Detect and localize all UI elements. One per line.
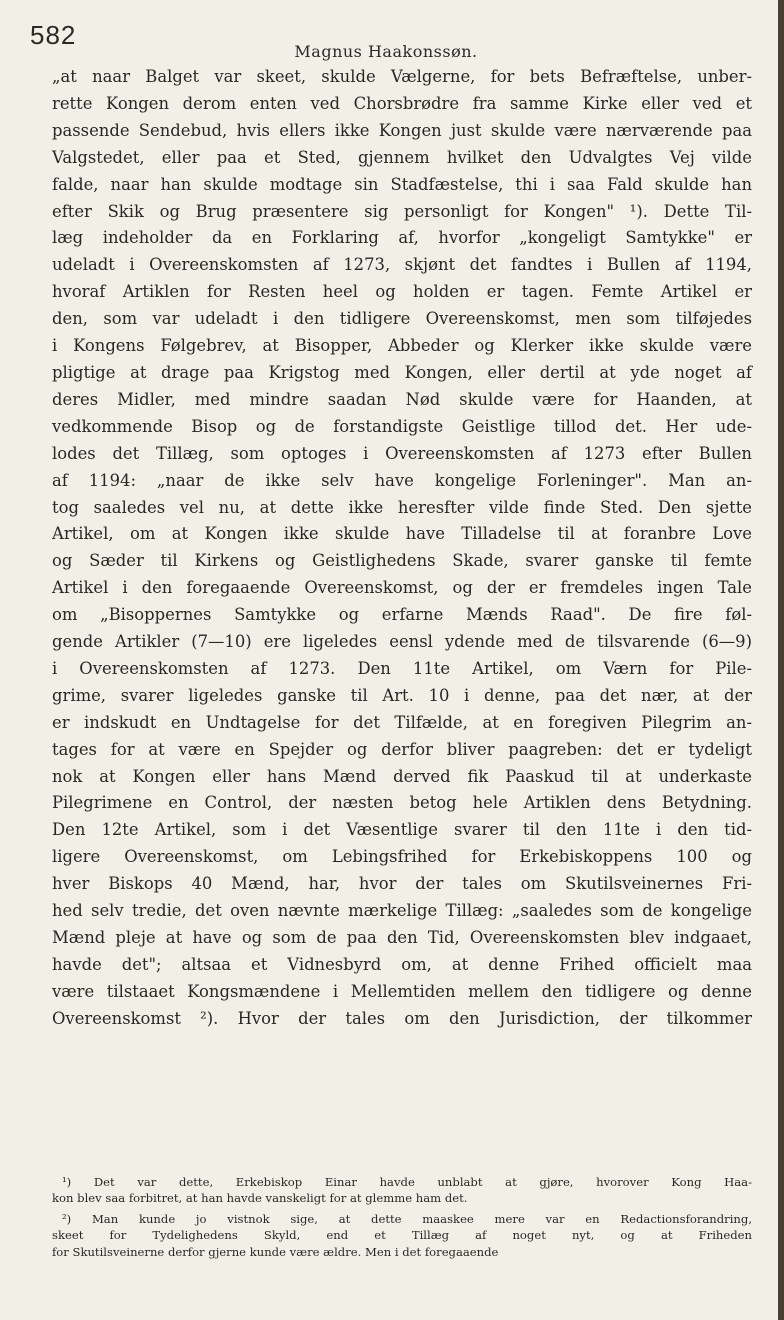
body-line: gende Artikler (7—10) ere ligeledes eensl ydende med de tilsvarende (6—9)	[52, 632, 752, 652]
body-line: nok at Kongen eller hans Mænd derved fik Paaskud til at underkaste	[52, 766, 752, 786]
body-line: af 1194: „naar de ikke selv have kongelige Forleninger". Man an-	[52, 470, 752, 490]
body-line: hvoraf Artiklen for Resten heel og holden er tagen. Femte Artikel er	[52, 282, 752, 302]
body-line: Valgstedet, eller paa et Sted, gjennem hvilket den Udvalgtes Vej vilde	[52, 147, 752, 167]
body-line: være tilstaaet Kongsmændene i Mellemtiden mellem den tidligere og denne	[52, 981, 752, 1001]
body-line: falde, naar han skulde modtage sin Stadfæstelse, thi i saa Fald skulde han	[52, 174, 752, 194]
body-line: havde det"; altsaa et Vidnesbyrd om, at denne Frihed officielt maa	[52, 954, 752, 974]
body-line: i Overeenskomsten af 1273. Den 11te Artikel, om Værn for Pile-	[52, 658, 752, 678]
page-edge	[778, 0, 784, 1320]
body-line: ligere Overeenskomst, om Lebingsfrihed for Erkebiskoppens 100 og	[52, 847, 752, 867]
body-line: hver Biskops 40 Mænd, har, hvor der tales om Skutilsveinernes Fri-	[52, 874, 752, 894]
body-line: om „Bisoppernes Samtykke og erfarne Mænds Raad". De fire føl-	[52, 605, 752, 625]
body-line: og Sæder til Kirkens og Geistlighedens Skade, svarer ganske til femte	[52, 551, 752, 571]
body-line: tog saaledes vel nu, at dette ikke heresfter vilde finde Sted. Den sjette	[52, 497, 752, 517]
body-line: Artikel, om at Kongen ikke skulde have Tilladelse til at foranbre Love	[52, 524, 752, 544]
body-line: hed selv tredie, det oven nævnte mærkelige Tillæg: „saaledes som de kongelige	[52, 901, 752, 921]
body-line: Artikel i den foregaaende Overeenskomst, og der er fremdeles ingen Tale	[52, 578, 752, 598]
footnote	[52, 1174, 752, 1207]
body-line: Den 12te Artikel, som i det Væsentlige svarer til den 11te i den tid-	[52, 820, 752, 840]
body-line: vedkommende Bisop og de forstandigste Geistlige tillod det. Her ude-	[52, 416, 752, 436]
body-line: Mænd pleje at have og som de paa den Tid, Overeenskomsten blev indgaaet,	[52, 928, 752, 947]
body-line: tages for at være en Spejder og derfor bliver paagreben: det er tydeligt	[52, 739, 752, 759]
body-line: „at naar Balget var skeet, skulde Vælgerne, for bets Befræftelse, unber-	[52, 67, 752, 86]
body-line: efter Skik og Brug præsentere sig personligt for Kongen" ¹). Dette Til-	[52, 201, 752, 221]
footnotes	[52, 1174, 752, 1264]
body-line: læg indeholder da en Forklaring af, hvorfor „kongeligt Samtykke" er	[52, 228, 752, 248]
body-line: rette Kongen derom enten ved Chorsbrødre fra samme Kirke eller ved et	[52, 93, 752, 113]
body-line: udeladt i Overeenskomsten af 1273, skjønt det fandtes i Bullen af 1194,	[52, 255, 752, 275]
body-text	[52, 64, 752, 1033]
body-line: pligtige at drage paa Krigstog med Kongen, eller dertil at yde noget af	[52, 362, 752, 382]
footnote-text: Det var dette, Erkebiskop Einar havde unblabt at gjøre, hvorover Kong Haa-	[93, 1175, 753, 1189]
body-line: er indskudt en Undtagelse for det Tilfælde, at en foregiven Pilegrim an-	[52, 712, 752, 732]
body-line: lodes det Tillæg, som optoges i Overeenskomsten af 1273 efter Bullen	[52, 443, 752, 463]
page-number: 582	[30, 20, 77, 50]
footnote-line	[52, 1211, 752, 1227]
footnote	[52, 1211, 752, 1260]
running-head: Magnus Haakonssøn.	[294, 42, 478, 61]
body-line: Pilegrimene en Control, der næsten betog hele Artiklen dens Betydning.	[52, 793, 752, 813]
footnote-marker: ²)	[62, 1211, 72, 1226]
footnote-line	[52, 1174, 752, 1190]
page-header	[30, 20, 742, 60]
body-line: Overeenskomst ²). Hvor der tales om den Jurisdiction, der tilkommer	[52, 1008, 752, 1028]
body-line: grime, svarer ligeledes ganske til Art. 10 i denne, paa det nær, at der	[52, 685, 752, 705]
footnote-marker: ¹)	[62, 1175, 72, 1189]
footnote-line: kon blev saa forbitret, at han havde vanskeligt for at glemme ham det.	[52, 1191, 468, 1206]
footnote-line: for Skutilsveinerne derfor gjerne kunde være ældre. Men i det foregaaende	[52, 1244, 499, 1259]
body-line: i Kongens Følgebrev, at Bisopper, Abbeder og Klerker ikke skulde være	[52, 336, 752, 356]
footnote-text: Man kunde jo vistnok sige, at dette maaskee mere var en Redactionsforandring,	[91, 1211, 753, 1226]
body-line: den, som var udeladt i den tidligere Overeenskomst, men som tilføjedes	[52, 309, 752, 329]
body-line: passende Sendebud, hvis ellers ikke Kongen just skulde være nærværende paa	[52, 120, 752, 140]
footnote-line: skeet for Tydelighedens Skyld, end et Tillæg af noget nyt, og at Friheden	[52, 1228, 752, 1243]
body-line: deres Midler, med mindre saadan Nød skulde være for Haanden, at	[52, 389, 752, 409]
